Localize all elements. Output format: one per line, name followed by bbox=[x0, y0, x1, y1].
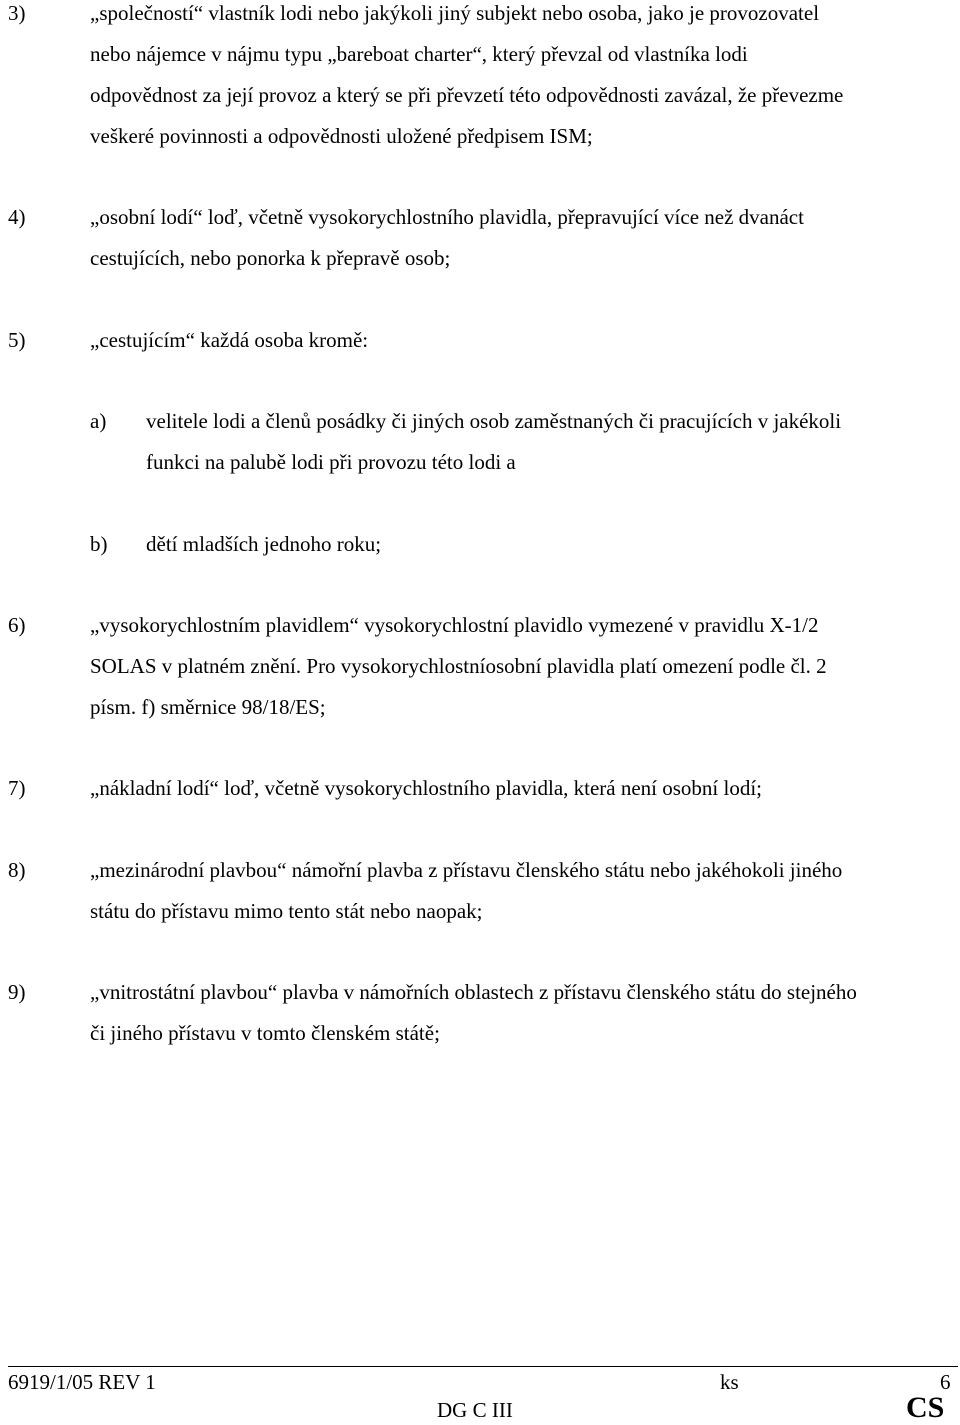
item-text-line: „vysokorychlostním plavidlem“ vysokorychlostní plavidlo vymezené v pravidlu X-1/2 bbox=[90, 613, 819, 637]
item-number: 7) bbox=[8, 776, 26, 800]
language-code: CS bbox=[906, 1391, 945, 1424]
item-text-line: „vnitrostátní plavbou“ plavba v námořních oblastech z přístavu členského státu do stejného bbox=[90, 980, 857, 1004]
document-reference: 6919/1/05 REV 1 bbox=[8, 1370, 156, 1394]
item-number: a) bbox=[90, 409, 107, 433]
item-number: 9) bbox=[8, 980, 26, 1004]
item-number: 6) bbox=[8, 613, 26, 637]
item-text-line: dětí mladších jednoho roku; bbox=[146, 532, 382, 556]
author-initials: ks bbox=[720, 1370, 739, 1394]
item-text-line: veškeré povinnosti a odpovědnosti uložené předpisem ISM; bbox=[90, 124, 593, 148]
item-text-line: „nákladní lodí“ loď, včetně vysokorychlostního plavidla, která není osobní lodí; bbox=[90, 776, 763, 800]
item-text-line: „osobní lodí“ loď, včetně vysokorychlostního plavidla, přepravující více než dvanáct bbox=[90, 205, 804, 229]
item-text-line: „společností“ vlastník lodi nebo jakýkoli jiný subjekt nebo osoba, jako je provozovatel bbox=[90, 1, 820, 25]
item-number: 5) bbox=[8, 328, 26, 352]
item-text-line: písm. f) směrnice 98/18/ES; bbox=[90, 695, 326, 719]
item-text-line: či jiného přístavu v tomto členském státě; bbox=[90, 1021, 440, 1045]
directorate: DG C III bbox=[437, 1398, 513, 1422]
page-number: 6 bbox=[940, 1370, 951, 1394]
item-text-line: cestujících, nebo ponorka k přepravě osob; bbox=[90, 246, 451, 270]
item-text-line: nebo nájemce v nájmu typu „bareboat charter“, který převzal od vlastníka lodi bbox=[90, 42, 748, 66]
item-number: 3) bbox=[8, 1, 26, 25]
item-text-line: SOLAS v platném znění. Pro vysokorychlostníosobní plavidla platí omezení podle čl. 2 bbox=[90, 654, 827, 678]
item-number: 8) bbox=[8, 858, 26, 882]
item-text-line: státu do přístavu mimo tento stát nebo naopak; bbox=[90, 899, 483, 923]
item-text-line: odpovědnost za její provoz a který se při převzetí této odpovědnosti zavázal, že převezme bbox=[90, 83, 844, 107]
item-number: 4) bbox=[8, 205, 26, 229]
item-text-line: „mezinárodní plavbou“ námořní plavba z přístavu členského státu nebo jakéhokoli jiného bbox=[90, 858, 843, 882]
footer-divider bbox=[8, 1366, 958, 1367]
item-number: b) bbox=[90, 532, 108, 556]
item-text-line: funkci na palubě lodi při provozu této lodi a bbox=[146, 450, 516, 474]
item-text-line: „cestujícím“ každá osoba kromě: bbox=[90, 328, 369, 352]
item-text-line: velitele lodi a členů posádky či jiných osob zaměstnaných či pracujících v jakékoli bbox=[146, 409, 842, 433]
